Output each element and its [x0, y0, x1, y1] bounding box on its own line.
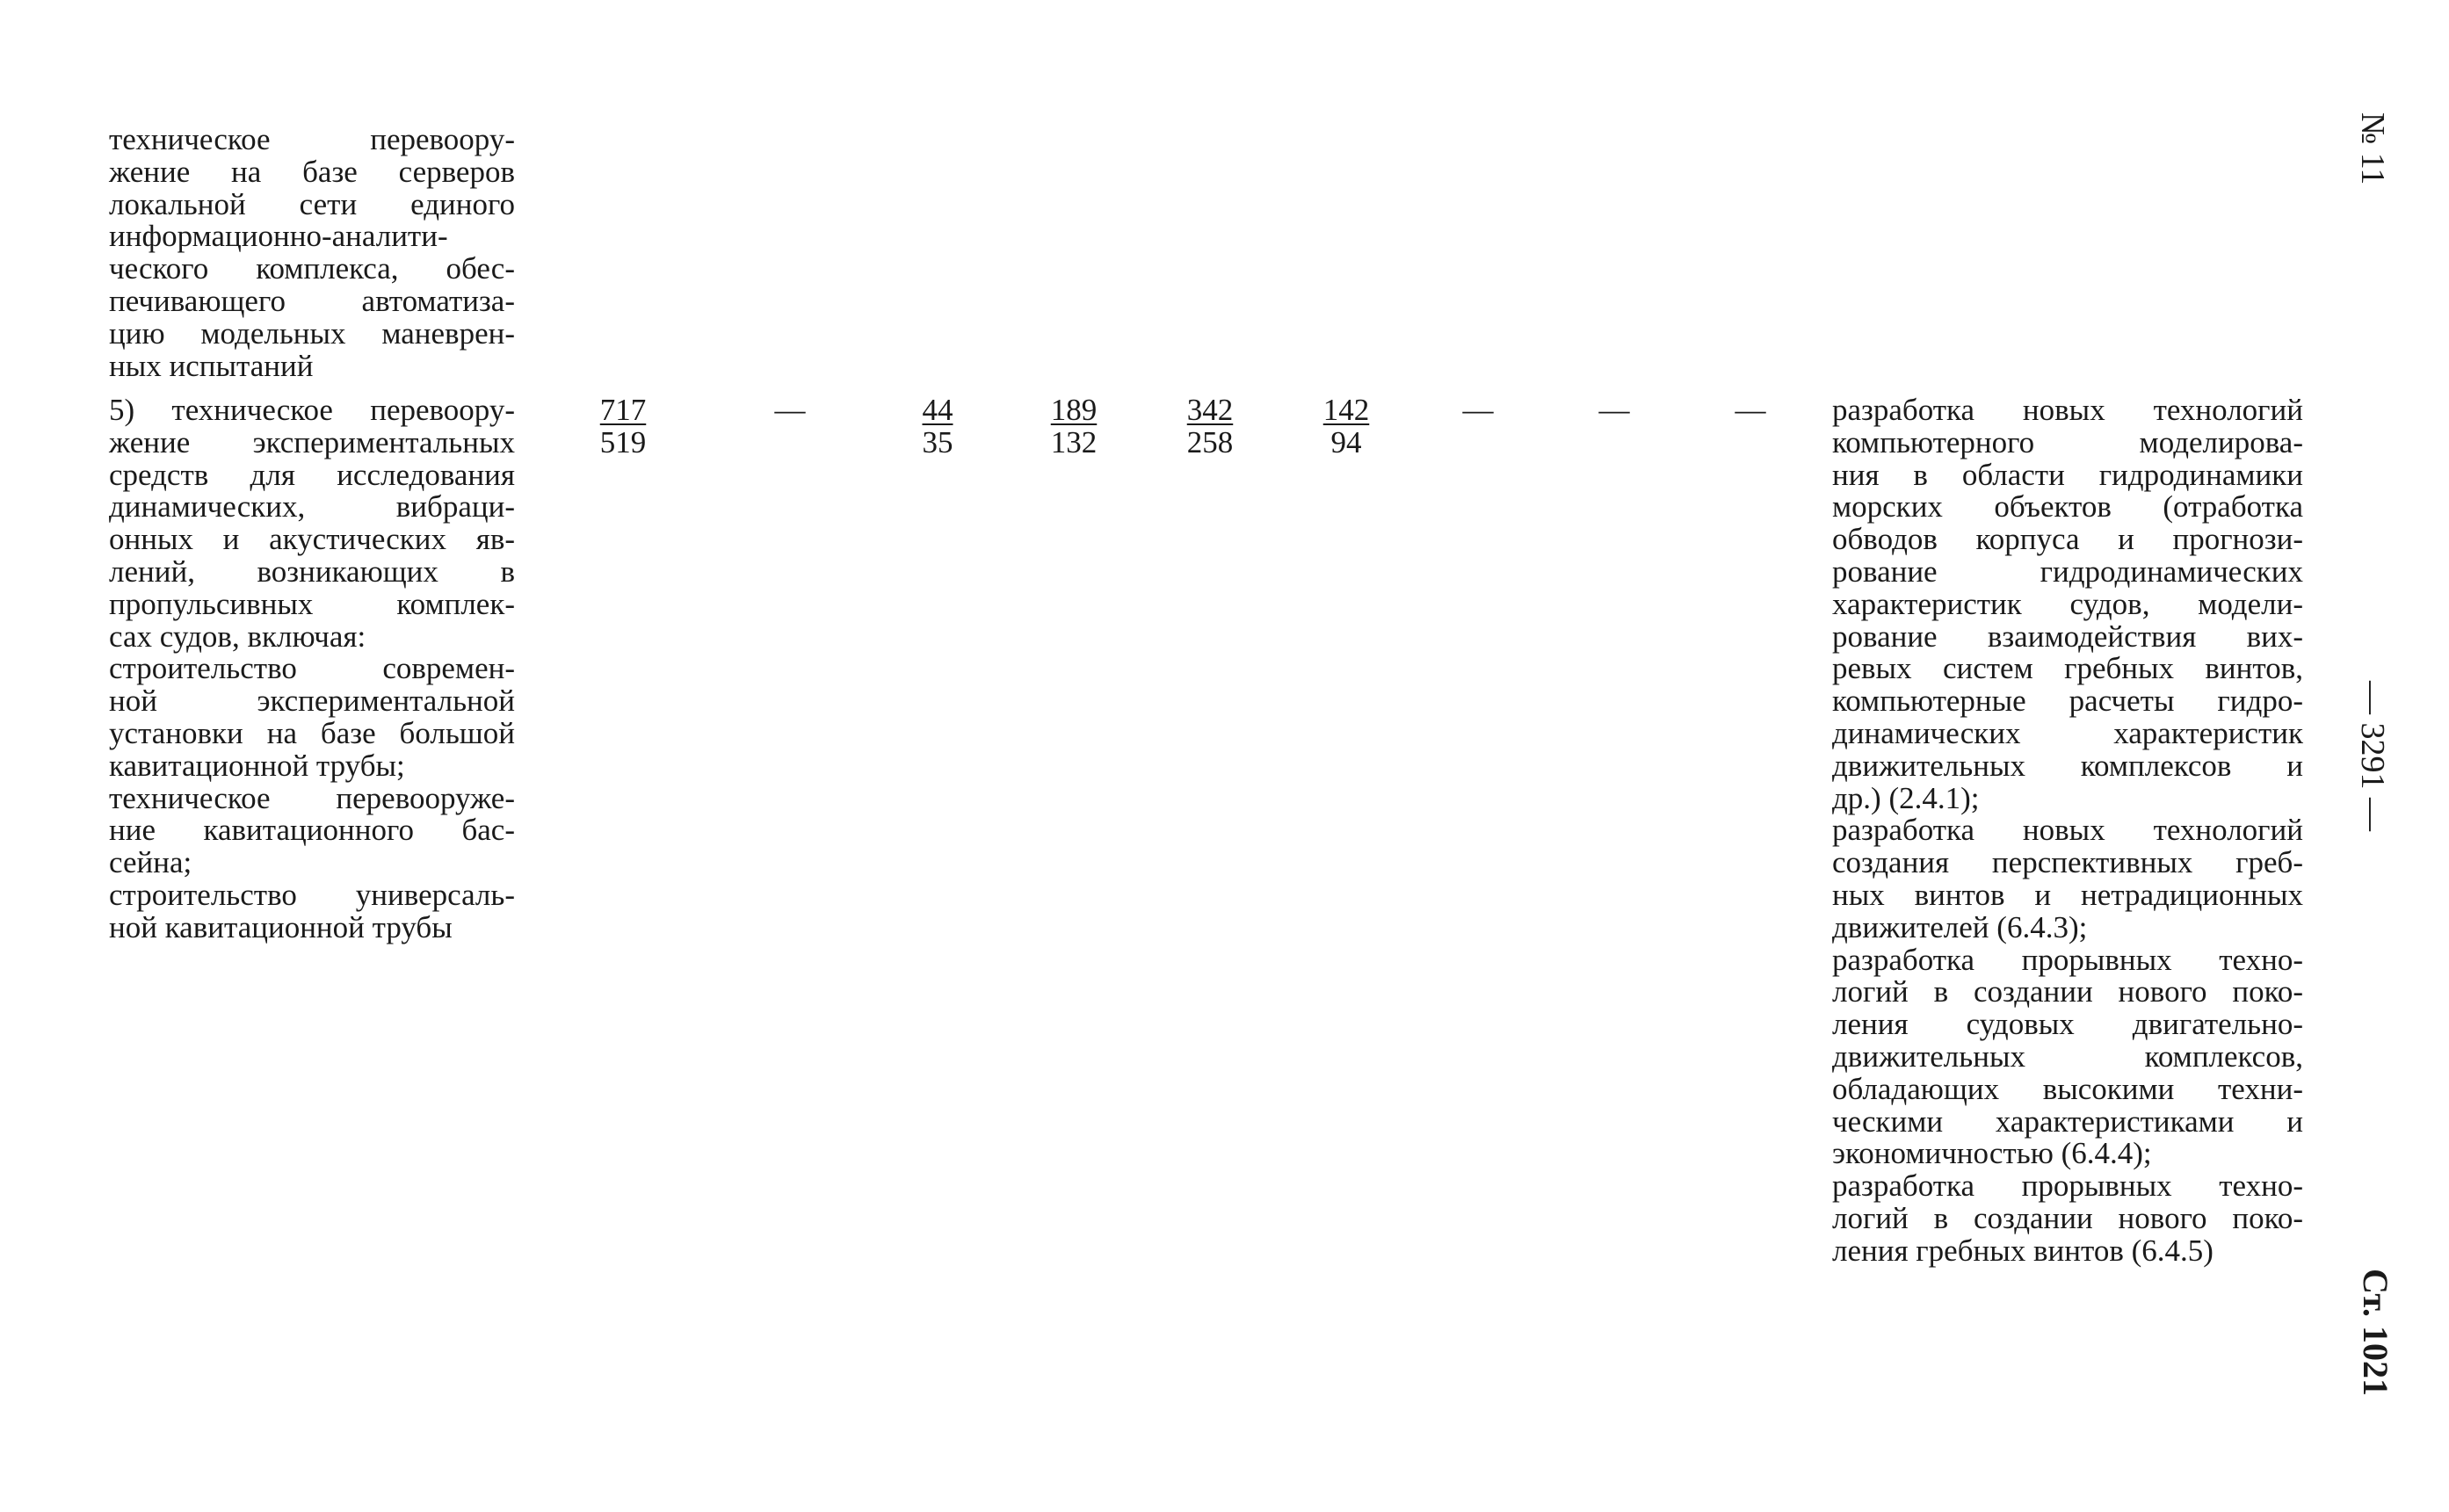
figure-col-6 — [1298, 394, 1395, 459]
page-number: — 3291 — — [2354, 681, 2391, 831]
figure-col-1-top: 717 — [599, 393, 647, 427]
right-column-line: ных винтов и нетрадиционных — [1832, 877, 2303, 912]
left-column-block-2-line: строительство универсаль- — [109, 877, 515, 912]
left-column-block-2-line: сейна; — [109, 845, 192, 880]
left-column-block-1-line: информационно-аналити- — [109, 219, 448, 254]
left-column-block-1-line: цию модельных маневрен- — [109, 315, 515, 351]
figure-col-6-top: 142 — [1322, 393, 1370, 427]
figure-col-4-bottom: 132 — [1050, 424, 1098, 459]
left-column-block-1-line: печивающего автоматиза- — [109, 283, 515, 318]
right-column-line: ревых систем гребных винтов, — [1832, 651, 2303, 686]
figure-col-1 — [575, 394, 671, 459]
figure-col-3-bottom: 35 — [922, 424, 953, 459]
left-column-block-1-line: техническое перевоору- — [109, 122, 515, 156]
left-column-block-1-line: жение на базе серверов — [109, 154, 515, 189]
right-column-line: рование гидродинамических — [1832, 553, 2303, 589]
figure-col-5-top: 342 — [1186, 393, 1234, 427]
left-column-block-2-line: установки на базе большой — [109, 715, 515, 750]
left-column-block-2-line: динамических, вибраци- — [109, 489, 515, 524]
right-column-line: ния в области гидродинамики — [1832, 457, 2303, 492]
right-column-line: компьютерные расчеты гидро- — [1832, 684, 2303, 719]
figure-col-1-bottom: 519 — [599, 424, 647, 459]
left-column-block-2-line: сах судов, включая: — [109, 619, 366, 654]
left-column-block-2-line: ной кавитационной трубы — [109, 909, 453, 944]
right-column-line: морских объектов (отработка — [1832, 489, 2303, 524]
figure-col-4 — [1025, 394, 1122, 459]
figure-col-4-top: 189 — [1050, 393, 1098, 427]
left-column-block-2-line: ние кавитационного бас- — [109, 813, 515, 848]
left-column-block-1-line: локальной сети единого — [109, 186, 515, 221]
right-column-line: движительных комплексов, — [1832, 1038, 2303, 1074]
figure-col-6-bottom: 94 — [1330, 424, 1362, 459]
left-column-block-2-line: пропульсивных комплек- — [109, 586, 515, 621]
left-column-block-2-line: лений, возникающих в — [109, 553, 515, 589]
right-column-line: динамических характеристик — [1832, 715, 2303, 750]
right-column-line: ления судовых двигательно- — [1832, 1007, 2303, 1042]
left-column-block-1-line: ных испытаний — [109, 348, 314, 383]
right-column-line: движительных комплексов и — [1832, 748, 2303, 783]
right-column-line: др.) (2.4.1); — [1832, 780, 1980, 815]
figure-col-5 — [1162, 394, 1258, 459]
right-column-line: характеристик судов, модели- — [1832, 586, 2303, 621]
right-column-line: ческими характеристиками и — [1832, 1103, 2303, 1139]
right-column-line: рование взаимодействия вих- — [1832, 619, 2303, 654]
figure-col-8-dash: — — [1598, 393, 1630, 427]
right-column-line: разработка прорывных техно- — [1832, 942, 2303, 977]
right-column-line: разработка новых технологий — [1832, 813, 2303, 848]
right-column-line: ления гребных винтов (6.4.5) — [1832, 1233, 2214, 1268]
figure-col-2-dash: — — [774, 393, 806, 427]
figure-col-3-top: 44 — [922, 393, 953, 427]
figure-col-3 — [889, 394, 986, 459]
left-column-block-2-line: строительство современ- — [109, 651, 515, 686]
right-column-line: разработка новых технологий — [1832, 393, 2303, 427]
figure-col-7-dash: — — [1462, 393, 1494, 427]
left-column-block-2-line: жение экспериментальных — [109, 424, 515, 459]
right-column-line: обладающих высокими техни- — [1832, 1071, 2303, 1106]
right-column-line: создания перспективных греб- — [1832, 845, 2303, 880]
left-column-block-2-line: кавитационной трубы; — [109, 748, 405, 783]
left-column-block-2-line: средств для исследования — [109, 457, 515, 492]
left-column-block-2 — [109, 394, 515, 944]
article-number: Ст. 1021 — [2356, 1269, 2395, 1396]
right-column-line: обводов корпуса и прогнози- — [1832, 522, 2303, 557]
figure-col-9-dash: — — [1735, 393, 1766, 427]
right-column-line: разработка прорывных техно- — [1832, 1168, 2303, 1204]
right-column-line: движителей (6.4.3); — [1832, 909, 2088, 944]
right-column-line: компьютерного моделирова- — [1832, 424, 2303, 459]
issue-number: № 11 — [2354, 112, 2391, 185]
left-column-block-1-line: ческого комплекса, обес- — [109, 251, 515, 286]
right-column-line: экономичностью (6.4.4); — [1832, 1136, 2152, 1171]
left-column-block-1 — [109, 124, 515, 382]
right-column-line: логий в создании нового поко- — [1832, 974, 2303, 1009]
left-column-block-2-line: ной экспериментальной — [109, 684, 515, 719]
figure-col-5-bottom: 258 — [1186, 424, 1234, 459]
right-column-text — [1832, 394, 2303, 1268]
left-column-block-2-line: 5) техническое перевоору- — [109, 393, 515, 427]
right-column-line: логий в создании нового поко- — [1832, 1200, 2303, 1235]
left-column-block-2-line: онных и акустических яв- — [109, 522, 515, 557]
left-column-block-2-line: техническое перевооруже- — [109, 780, 515, 815]
